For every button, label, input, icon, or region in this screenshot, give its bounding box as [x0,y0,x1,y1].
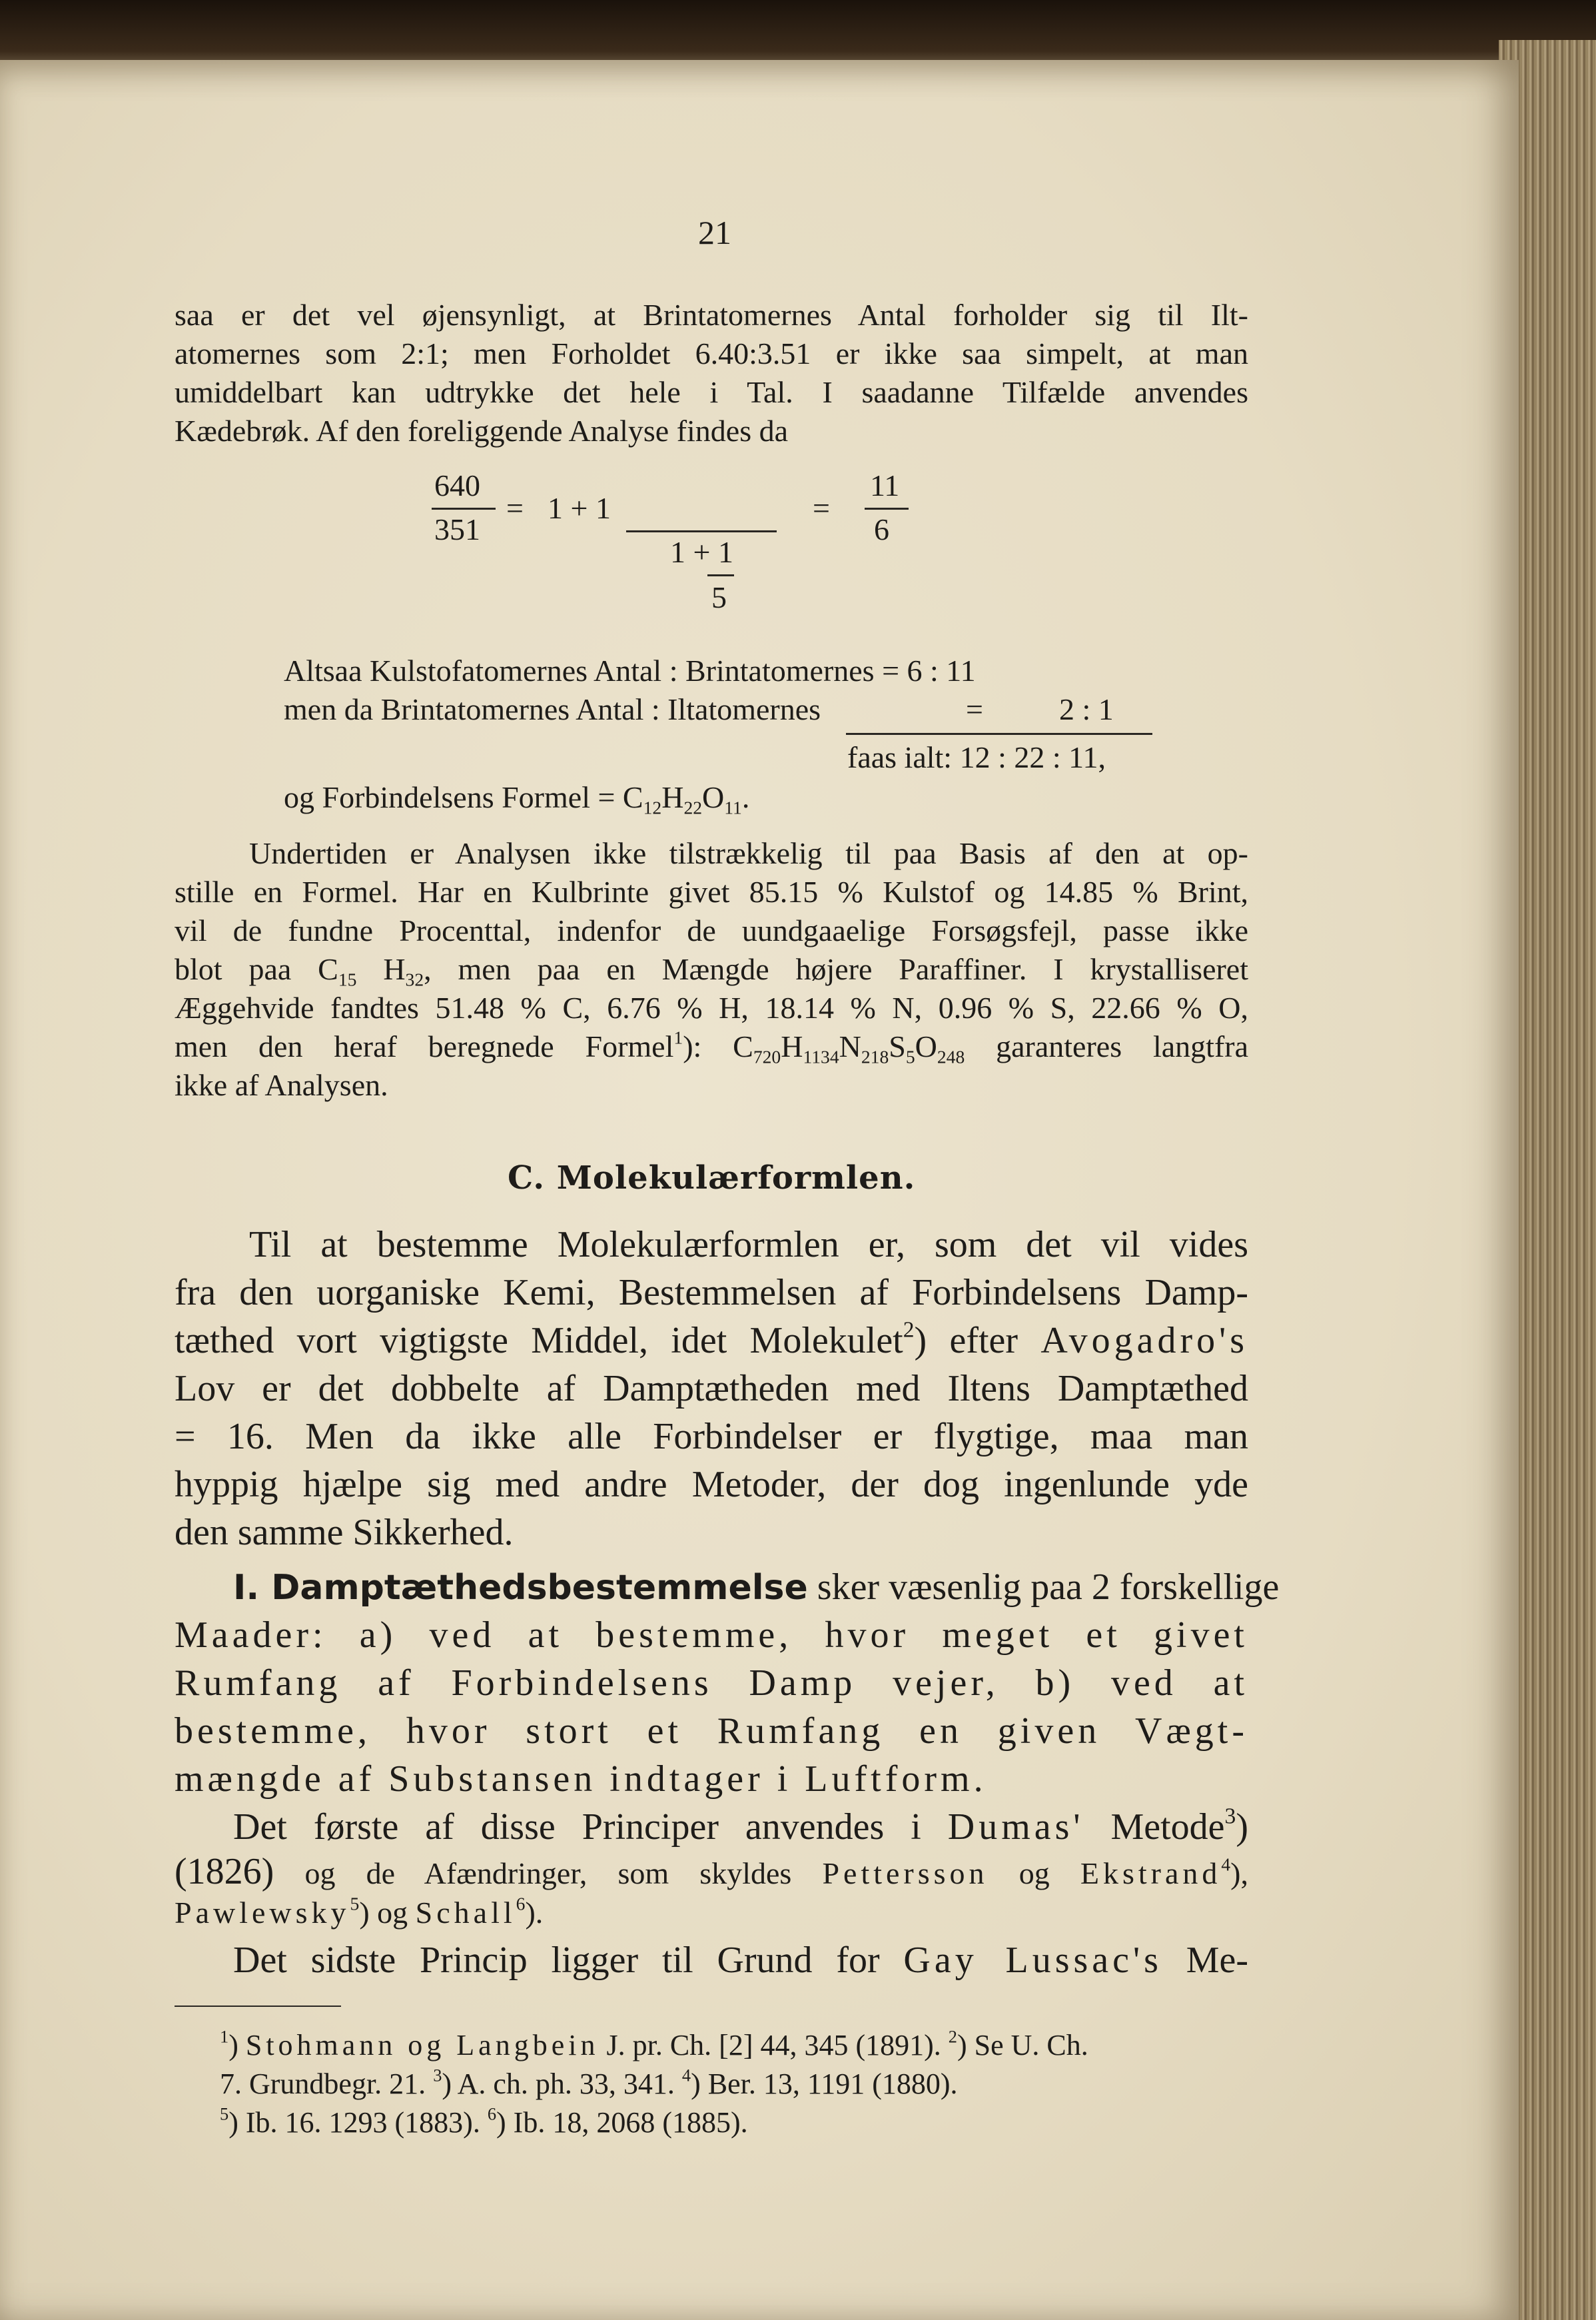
para1-line2: atomernes som 2:1; men Forholdet 6.40:3.51 er ikke saa simpelt, at man [175,336,1248,370]
para2-line2: stille en Formel. Har en Kulbrinte givet 85.15 % Kulstof og 14.85 % Brint, [175,875,1248,909]
para3-line3: tæthed vort vigtigste Middel, idet Molekulet$^2$) efter Avogadro's [175,1317,1248,1361]
ratio-line2-right: 2 : 1 [1059,692,1114,726]
para3-line6: hyppig hjælpe sig med andre Metoder, der dog ingenlunde yde [175,1464,1248,1505]
para5-line3: Pawlewsky$^5$) og Schall$^6$). [175,1893,544,1930]
para2-line5: Æggehvide fandtes 51.48 % C, 6.76 % H, 18.14 % N, 0.96 % S, 22.66 % O, [175,991,1248,1025]
footnote-rule [175,2006,341,2007]
fraction-eq1: = [506,491,524,525]
para5-line2: (1826) og de Afændringer, som skyldes Pettersson og Ekstrand$^4$), [175,1851,1248,1892]
para5-line1: Det første af disse Principer anvendes i Dumas' Metode$^3$) [233,1804,1248,1848]
fraction-inner: 1 + 1 [670,535,733,569]
para4-line2: Maader: a) ved at bestemme, hvor meget et givet [175,1614,1248,1656]
ratio-line2-eq: = [966,692,983,726]
ratio-line1: Altsaa Kulstofatomernes Antal : Brintatomernes = 6 : 11 [284,654,976,688]
section-heading: C. Molekulærformlen. [508,1159,916,1197]
footnote-line2: 7. Grundbegr. 21. $^3$) A. ch. ph. 33, 341. $^4$) Ber. 13, 1191 (1880). [220,2065,958,2100]
para4-line1: I. Damptæthedsbestemmelse sker væsenlig paa 2 forskellige [233,1566,1280,1608]
para1-line4: Kædebrøk. Af den foreliggende Analyse findes da [175,414,789,448]
para3-line4: Lov er det dobbelte af Damptætheden med Iltens Damptæthed [175,1368,1248,1409]
para2-line7: ikke af Analysen. [175,1068,388,1102]
ratio-line2-left: men da Brintatomernes Antal : Iltatomernes [284,692,821,726]
fraction-den-left: 351 [434,512,480,546]
fraction-eq2: = [813,491,830,525]
para2-line3: vil de fundne Procenttal, indenfor de uundgaaelige Forsøgsfejl, passe ikke [175,913,1248,947]
para6-line1: Det sidste Princip ligger til Grund for Gay Lussac's Me- [233,1940,1248,1981]
fraction-den-right: 6 [874,512,889,546]
para1-line1: saa er det vel øjensynligt, at Brintatomernes Antal forholder sig til Ilt- [175,298,1248,332]
para1-line3: umiddelbart kan udtrykke det hele i Tal. I saadanne Tilfælde anvendes [175,375,1248,409]
para2-line1: Undertiden er Analysen ikke tilstrækkelig til paa Basis af den at op- [249,836,1248,870]
para3-line2: fra den uorganiske Kemi, Bestemmelsen af Forbindelsens Damp- [175,1272,1248,1313]
para4-line3: Rumfang af Forbindelsens Damp vejer, b) ved at [175,1662,1248,1704]
para4-line5: mængde af Substansen indtager i Luftform. [175,1758,987,1800]
para3-line1: Til at bestemme Molekulærformlen er, som det vil vides [249,1224,1248,1265]
fraction-num-left: 640 [434,468,480,502]
fraction-num-right: 11 [870,468,900,502]
ratio-line3: faas ialt: 12 : 22 : 11, [847,740,1106,774]
para3-line5: = 16. Men da ikke alle Forbindelser er flygtige, maa man [175,1416,1248,1457]
para2-line6: men den heraf beregnede Formel$^1$): $C_{720}H_{1134}N_{218}S_5O_{248}$ garanteres langtfra [175,1027,1248,1067]
footnote-line1: $^1$) Stohmann og Langbein J. pr. Ch. [2] 44, 345 (1891). $^2$) Se U. Ch. [220,2026,1088,2061]
page-number: 21 [698,214,731,251]
fraction-one-plus: 1 + 1 [548,491,611,525]
book-page [0,60,1519,2320]
para4-line4: bestemme, hvor stort et Rumfang en given Vægt- [175,1710,1248,1752]
footnote-line3: $^5$) Ib. 16. 1293 (1883). $^6$) Ib. 18, 2068 (1885). [220,2103,748,2139]
fraction-inner-den: 5 [711,580,727,614]
formula-line: og Forbindelsens Formel = $C_{12}H_{22}O_{11}$. [284,780,750,818]
para2-line4: blot paa $C_{15}$ $H_{32}$, men paa en Mængde højere Paraffiner. I krystalliseret [175,952,1248,990]
para3-line7: den samme Sikkerhed. [175,1512,514,1553]
